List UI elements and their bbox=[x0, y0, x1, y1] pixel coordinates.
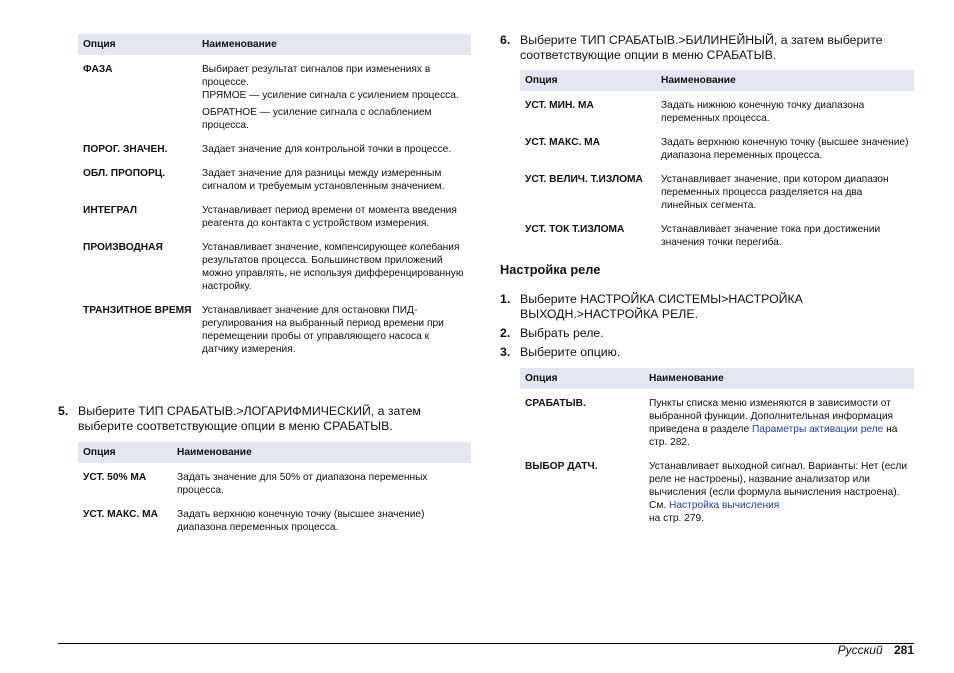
bilinear-options-table bbox=[520, 70, 914, 252]
table-header bbox=[78, 442, 471, 463]
desc-line: Задает значение для контрольной точки в процессе. bbox=[202, 144, 452, 155]
option-name: УСТ. ТОК Т.ИЗЛОМА bbox=[525, 224, 625, 235]
table-row bbox=[78, 463, 471, 500]
table-row bbox=[78, 296, 471, 359]
step-number: 3. bbox=[500, 345, 511, 359]
options-table-container bbox=[78, 34, 471, 359]
option-desc: Задать верхнюю конечную точку (высшее значение) диапазона переменных процесса. bbox=[177, 509, 425, 533]
option-name: УСТ. МИН. МА bbox=[525, 100, 594, 111]
table-row bbox=[78, 55, 471, 135]
option-desc bbox=[197, 135, 471, 159]
desc-line: ПРЯМОЕ — усиление сигнала с усилением процесса. bbox=[202, 90, 459, 101]
option-name: УСТ. 50% МА bbox=[83, 472, 147, 483]
option-name: ИНТЕГРАЛ bbox=[83, 205, 138, 216]
header-option: Опция bbox=[78, 34, 197, 55]
step-number: 5. bbox=[58, 404, 69, 418]
step-number: 6. bbox=[500, 33, 511, 47]
cross-reference-link[interactable]: Настройка вычисления bbox=[669, 500, 780, 511]
desc-line: Устанавливает значение для остановки ПИД-регулирования на выбранный период времени при перемещении пробы от управляющего насоса к датчику измерения. bbox=[202, 305, 444, 355]
option-name: УСТ. МАКС. МА bbox=[83, 509, 158, 520]
step-text: Выберите опцию. bbox=[520, 345, 621, 359]
desc-text: Устанавливает выходной сигнал. Варианты: Нет (если реле не настроены), название анализатор или вычисления (если формула вычисления настроена). См. bbox=[649, 461, 908, 511]
step-number: 2. bbox=[500, 326, 511, 340]
step-6 bbox=[500, 33, 914, 63]
desc-line: Задает значение для разницы между измеренным сигналом и требуемым установленным значением. bbox=[202, 168, 445, 192]
options-table bbox=[78, 34, 471, 359]
page-number: 281 bbox=[893, 643, 914, 657]
option-name: УСТ. МАКС. МА bbox=[525, 137, 600, 148]
option-desc bbox=[197, 233, 471, 296]
page-footer bbox=[838, 643, 914, 657]
table-row bbox=[78, 135, 471, 159]
table-header bbox=[520, 368, 914, 389]
relay-step-3 bbox=[500, 345, 914, 360]
step-text: Выбрать реле. bbox=[520, 326, 604, 340]
option-desc: Устанавливает значение, при котором диапазон переменных процесса разделяется на два линейных сегмента. bbox=[661, 174, 889, 211]
table-row bbox=[78, 159, 471, 196]
table-row bbox=[520, 215, 914, 252]
option-desc bbox=[644, 452, 914, 528]
option-desc bbox=[197, 296, 471, 359]
option-name: ПОРОГ. ЗНАЧЕН. bbox=[83, 144, 168, 155]
header-name: Наименование bbox=[197, 34, 471, 55]
table-row bbox=[78, 196, 471, 233]
table-header bbox=[520, 70, 914, 91]
section-heading: Настройка реле bbox=[500, 262, 601, 277]
relay-step-2 bbox=[500, 326, 914, 341]
table-row bbox=[520, 165, 914, 215]
log-options-table bbox=[78, 442, 471, 537]
step-number: 1. bbox=[500, 292, 511, 306]
table-row bbox=[520, 128, 914, 165]
option-desc bbox=[197, 55, 471, 135]
header-name: Наименование bbox=[656, 70, 914, 91]
option-name: ВЫБОР ДАТЧ. bbox=[525, 461, 598, 472]
option-name: СРАБАТЫВ. bbox=[525, 398, 586, 409]
option-name: УСТ. ВЕЛИЧ. Т.ИЗЛОМА bbox=[525, 174, 643, 185]
step-text: Выберите ТИП СРАБАТЫВ.>БИЛИНЕЙНЫЙ, а затем выберите соответствующие опции в меню СРАБАТЫВ. bbox=[520, 33, 883, 62]
desc-line: Выбирает результат сигналов при изменениях в процессе. bbox=[202, 64, 431, 88]
table-row bbox=[520, 91, 914, 128]
table-row bbox=[520, 389, 914, 452]
option-desc bbox=[644, 389, 914, 452]
header-option: Опция bbox=[78, 442, 172, 463]
desc-line: Устанавливает период времени от момента введения реагента до контакта с устройством измерения. bbox=[202, 205, 457, 229]
table-row bbox=[78, 233, 471, 296]
log-table-container bbox=[78, 442, 471, 537]
footer-rule bbox=[58, 643, 914, 644]
relay-step-1 bbox=[500, 292, 914, 322]
option-name: ТРАНЗИТНОЕ ВРЕМЯ bbox=[83, 305, 192, 316]
header-name: Наименование bbox=[172, 442, 471, 463]
table-row bbox=[520, 452, 914, 528]
step-text: Выберите НАСТРОЙКА СИСТЕМЫ>НАСТРОЙКА ВЫХОДН.>НАСТРОЙКА РЕЛЕ. bbox=[520, 292, 803, 321]
step-text: Выберите ТИП СРАБАТЫВ.>ЛОГАРИФМИЧЕСКИЙ, а затем выберите соответствующие опции в меню СРАБАТЫВ. bbox=[78, 404, 421, 433]
relay-options-table bbox=[520, 368, 914, 528]
step-5 bbox=[58, 404, 471, 434]
bilinear-table-container bbox=[520, 70, 914, 252]
option-name: ПРОИЗВОДНАЯ bbox=[83, 242, 163, 253]
header-name: Наименование bbox=[644, 368, 914, 389]
desc-text: Пункты списка меню изменяются в зависимости от выбранной функции. Дополнительная информация приведена в разделе bbox=[649, 398, 894, 435]
desc-line: Устанавливает значение, компенсирующее колебания результатов процесса. Большинством приложений можно управлять, не используя дифференцированную настройку. bbox=[202, 242, 464, 292]
desc-text: на стр. 279. bbox=[649, 513, 705, 524]
option-desc: Задать значение для 50% от диапазона переменных процесса. bbox=[177, 472, 428, 496]
desc-line: ОБРАТНОЕ — усиление сигнала с ослаблением процесса. bbox=[202, 107, 432, 131]
option-name: ФАЗА bbox=[83, 64, 113, 75]
cross-reference-link[interactable]: Параметры активации реле bbox=[751, 424, 884, 435]
option-desc: Задать нижнюю конечную точку диапазона переменных процесса. bbox=[661, 100, 865, 124]
header-option: Опция bbox=[520, 368, 644, 389]
footer-language: Русский bbox=[837, 643, 883, 657]
option-name: ОБЛ. ПРОПОРЦ. bbox=[83, 168, 166, 179]
option-desc bbox=[197, 159, 471, 196]
table-header bbox=[78, 34, 471, 55]
header-option: Опция bbox=[520, 70, 656, 91]
desc-text: на стр. 282. bbox=[649, 424, 898, 448]
option-desc: Устанавливает значение тока при достижении значения точки перегиба. bbox=[661, 224, 881, 248]
relay-table-container bbox=[520, 368, 914, 528]
table-row bbox=[78, 500, 471, 537]
option-desc bbox=[197, 196, 471, 233]
option-desc: Задать верхнюю конечную точку (высшее значение) диапазона переменных процесса. bbox=[661, 137, 909, 161]
